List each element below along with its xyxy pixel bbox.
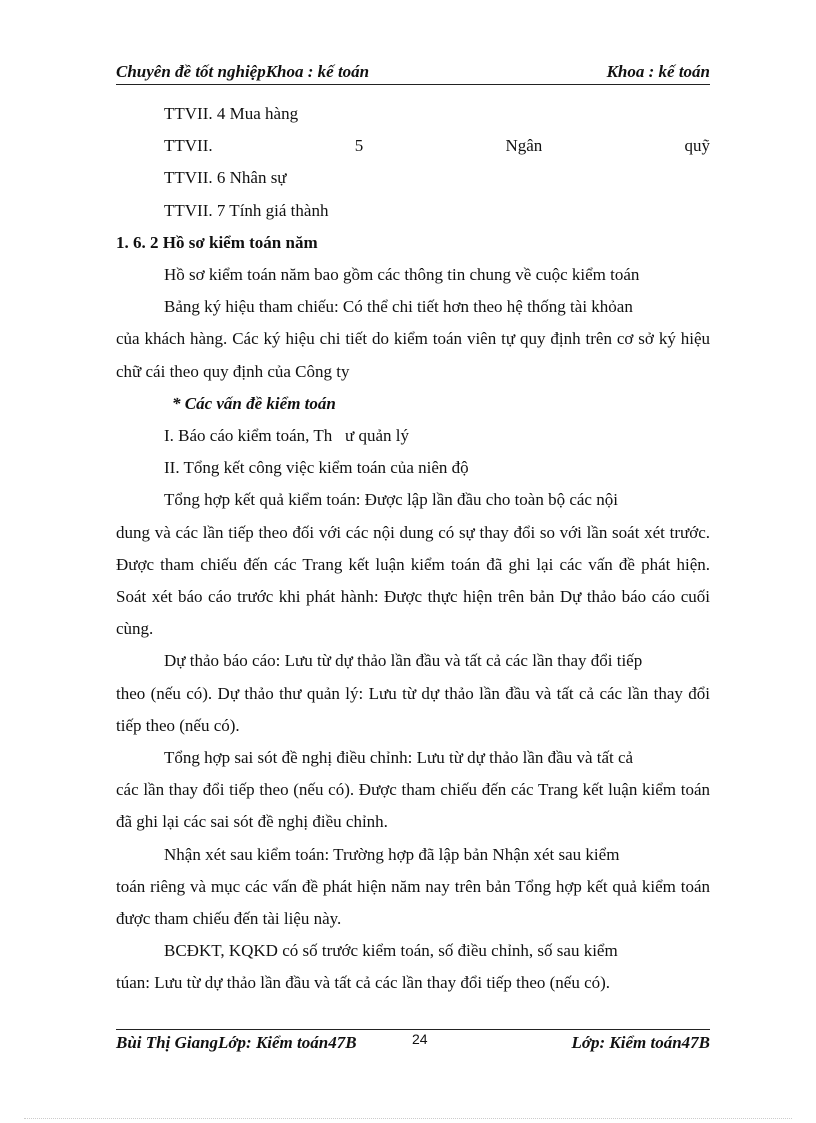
line-ttvii-7: TTVII. 7 Tính giá thành bbox=[164, 200, 329, 220]
header-left-text: Chuyên đề tốt nghiệpKhoa : kế toán bbox=[116, 62, 370, 81]
page-number: 24 bbox=[412, 1031, 428, 1047]
paragraph-7-rest: túan: Lưu từ dự thảo lần đầu và tất cả các lần thay đổi tiếp theo (nếu có). bbox=[116, 973, 611, 993]
page-bottom-border bbox=[24, 1118, 792, 1119]
paragraph-6-first-line: Nhận xét sau kiểm toán: Trường hợp đã lập bản Nhận xét sau kiểm bbox=[164, 844, 620, 864]
item-1: I. Báo cáo kiểm toán, Th ư quản lý bbox=[164, 426, 409, 446]
page-header bbox=[116, 60, 710, 84]
paragraph-7-first-line: BCĐKT, KQKD có số trước kiểm toán, số điều chỉnh, số sau kiểm bbox=[164, 941, 618, 961]
line-ttvii-5-word-4: quỹ bbox=[684, 136, 710, 156]
line-ttvii-5 bbox=[116, 130, 710, 162]
line-ttvii-5-word-3: Ngân bbox=[505, 136, 543, 156]
sub-heading: * Các vấn đề kiểm toán bbox=[172, 393, 336, 413]
line-ttvii-6: TTVII. 6 Nhân sự bbox=[164, 168, 287, 188]
paragraph-2-first-line: Bảng ký hiệu tham chiếu: Có thể chi tiết hơn theo hệ thống tài khỏan bbox=[164, 297, 633, 317]
paragraph-4-rest: theo (nếu có). Dự thảo thư quản lý: Lưu từ dự thảo lần đầu và tất cả các lần thay đổi tiếp theo (nếu có). bbox=[116, 683, 710, 735]
page-footer bbox=[116, 1032, 710, 1056]
item-2: II. Tổng kết công việc kiểm toán của niên độ bbox=[164, 458, 469, 478]
paragraph-2-rest: của khách hàng. Các ký hiệu chi tiết do kiểm toán viên tự quy định trên cơ sở ký hiệu chữ cái theo quy định của Công ty bbox=[116, 329, 710, 381]
line-ttvii-4: TTVII. 4 Mua hàng bbox=[164, 104, 299, 123]
paragraph-5-rest: các lần thay đổi tiếp theo (nếu có). Được tham chiếu đến các Trang kết luận kiểm toán đã ghi lại các sai sót đề nghị điều chỉnh. bbox=[116, 780, 710, 832]
header-right-text: Khoa : kế toán bbox=[606, 62, 710, 81]
document-body bbox=[116, 98, 710, 1000]
section-heading: 1. 6. 2 Hồ sơ kiểm toán năm bbox=[116, 232, 318, 252]
line-ttvii-5-word-1: TTVII. bbox=[164, 136, 213, 156]
footer-rule bbox=[116, 1029, 710, 1030]
footer-left-text: Bùi Thị GiangLớp: Kiểm toán47B bbox=[116, 1033, 357, 1052]
paragraph-3-first-line: Tổng hợp kết quả kiểm toán: Được lập lần đầu cho toàn bộ các nội bbox=[164, 490, 618, 510]
paragraph-5-first-line: Tổng hợp sai sót đề nghị điều chỉnh: Lưu từ dự thảo lần đầu và tất cả bbox=[164, 748, 634, 768]
paragraph-6-rest: toán riêng và mục các vấn đề phát hiện năm nay trên bản Tổng hợp kết quả kiểm toán được tham chiếu đến tài liệu này. bbox=[116, 876, 710, 929]
paragraph-3-rest: dung và các lần tiếp theo đối với các nội dung có sự thay đổi so với lần soát xét trước. Được tham chiếu đến các Trang kết luận kiểm toán đã ghi lại các vấn đề phát hiện. Soát xét báo cáo trước khi phát hành: Được thực hiện trên bản Dự thảo báo cáo cuối cùng. bbox=[116, 522, 710, 639]
paragraph-4-first-line: Dự thảo báo cáo: Lưu từ dự thảo lần đầu và tất cả các lần thay đổi tiếp bbox=[164, 651, 643, 671]
header-rule bbox=[116, 84, 710, 85]
line-ttvii-5-word-2: 5 bbox=[354, 136, 364, 156]
footer-right-text: Lớp: Kiểm toán47B bbox=[571, 1033, 710, 1052]
paragraph-1: Hồ sơ kiểm toán năm bao gồm các thông tin chung về cuộc kiểm toán bbox=[164, 265, 640, 285]
